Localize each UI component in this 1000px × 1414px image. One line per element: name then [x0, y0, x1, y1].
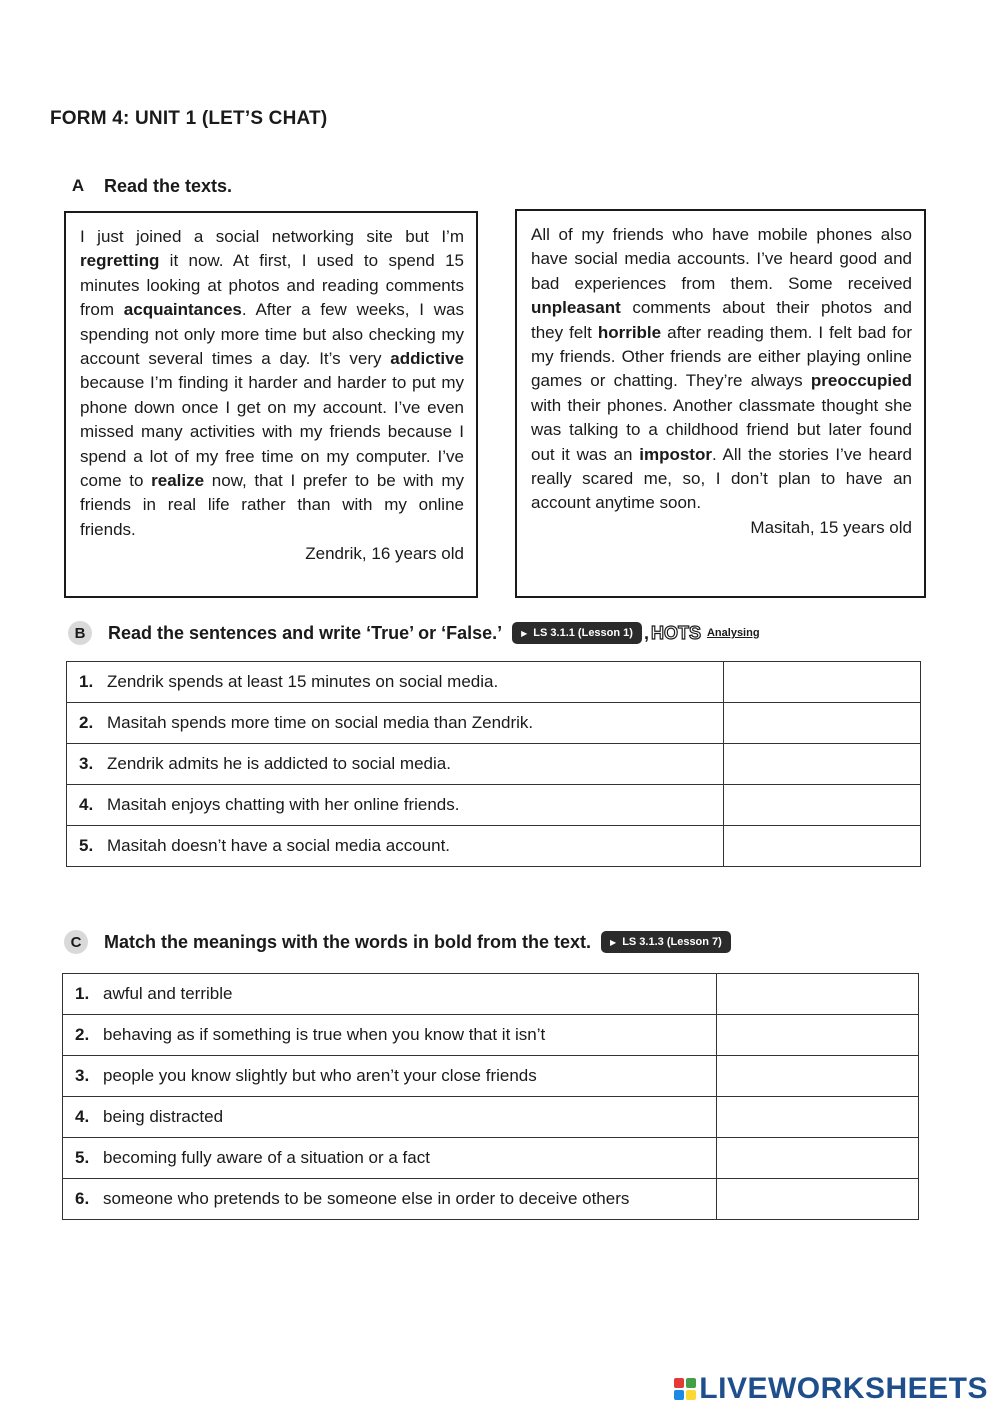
text-run: . After a few weeks, I was spending not only more time but also checking my account several times a day. It’s very	[80, 300, 464, 369]
question-number: 4.	[75, 1107, 90, 1126]
matching-question-cell	[63, 974, 717, 1015]
section-c-letter: C	[64, 930, 88, 954]
bold-vocab-word: impostor	[639, 444, 712, 464]
question-number: 1.	[75, 984, 90, 1003]
section-a-letter: A	[71, 176, 85, 195]
table-row	[63, 1056, 919, 1097]
table-row	[63, 1179, 919, 1220]
question-number: 2.	[75, 1025, 90, 1044]
true-false-answer-box[interactable]	[724, 744, 921, 785]
true-false-question-cell	[67, 703, 724, 744]
bold-vocab-word: addictive	[390, 349, 464, 369]
matching-answer-box[interactable]	[717, 1015, 919, 1056]
table-row	[67, 662, 921, 703]
text-zendrik	[80, 227, 464, 539]
matching-answer-box[interactable]	[717, 974, 919, 1015]
question-number: 6.	[75, 1189, 90, 1208]
true-false-question-cell	[67, 744, 724, 785]
logo-square	[674, 1378, 684, 1388]
section-c-lesson-tag	[601, 931, 731, 953]
liveworksheets-logo	[674, 1372, 988, 1406]
text-run: now, that I prefer to be with my friends in real life rather than with my online friends.	[80, 471, 464, 539]
question-text: being distracted	[103, 1107, 224, 1126]
question-number: 1.	[79, 672, 94, 691]
text-run: because I’m finding it harder and harder to put my phone down once I get on my account. I’ve even missed many activities with my friends because I spend a lot of my free time on my computer. I’ve come to	[80, 373, 464, 491]
question-text: Masitah enjoys chatting with her online friends.	[107, 795, 460, 814]
bold-vocab-word: preoccupied	[810, 371, 912, 391]
section-a-heading	[66, 174, 232, 198]
section-c-heading	[64, 930, 731, 954]
text-box-zendrik	[64, 211, 478, 598]
page-title: FORM 4: UNIT 1 (LET’S CHAT)	[50, 108, 328, 129]
section-b-title: Read the sentences and write ‘True’ or ‘False.’	[108, 622, 503, 643]
matching-question-cell	[63, 1056, 717, 1097]
question-number: 3.	[75, 1066, 90, 1085]
section-c-title: Match the meanings with the words in bold from the text.	[104, 931, 592, 952]
table-row	[67, 744, 921, 785]
bold-vocab-word: horrible	[597, 322, 662, 342]
question-number: 2.	[79, 713, 94, 732]
bold-vocab-word: regretting	[80, 251, 160, 271]
table-row	[63, 974, 919, 1015]
signature-masitah: Masitah, 15 years old	[750, 517, 912, 537]
matching-answer-box[interactable]	[717, 1056, 919, 1097]
true-false-answer-box[interactable]	[724, 826, 921, 867]
text-masitah	[531, 225, 912, 512]
true-false-answer-box[interactable]	[724, 785, 921, 826]
section-b-lesson-tag	[512, 622, 642, 644]
logo-square	[686, 1378, 696, 1388]
question-text: someone who pretends to be someone else in order to deceive others	[103, 1189, 630, 1208]
text-run: after reading them. I felt bad for my friends. Other friends are either playing online games or chatting. They’re always	[531, 322, 912, 391]
question-text: Zendrik spends at least 15 minutes on social media.	[107, 672, 499, 691]
logo-text: LIVEWORKSHEETS	[699, 1372, 988, 1405]
signature-zendrik: Zendrik, 16 years old	[305, 544, 464, 564]
section-b-comma: ,	[643, 622, 649, 643]
question-text: Masitah spends more time on social media than Zendrik.	[107, 713, 534, 732]
true-false-answer-box[interactable]	[724, 703, 921, 744]
logo-square	[686, 1390, 696, 1400]
hots-label: Analysing	[706, 627, 760, 639]
matching-answer-box[interactable]	[717, 1138, 919, 1179]
section-c-tag-label: LS 3.1.3 (Lesson 7)	[622, 936, 722, 948]
bold-vocab-word: acquaintances	[123, 300, 242, 320]
section-b-heading	[68, 621, 760, 645]
question-text: people you know slightly but who aren’t your close friends	[103, 1066, 537, 1085]
table-row	[63, 1097, 919, 1138]
question-number: 5.	[75, 1148, 90, 1167]
matching-table	[62, 973, 919, 1220]
play-icon: ▶	[521, 628, 528, 638]
section-b-letter: B	[68, 621, 92, 645]
question-text: Zendrik admits he is addicted to social media.	[107, 754, 451, 773]
table-row	[67, 703, 921, 744]
matching-question-cell	[63, 1179, 717, 1220]
hots-badge: HOTS	[650, 622, 701, 643]
section-a-title: Read the texts.	[104, 175, 233, 196]
table-row	[67, 826, 921, 867]
question-text: becoming fully aware of a situation or a fact	[103, 1148, 430, 1167]
true-false-question-cell	[67, 826, 724, 867]
text-run: I just joined a social networking site but I’m	[80, 227, 464, 246]
logo-square	[674, 1390, 684, 1400]
true-false-answer-box[interactable]	[724, 662, 921, 703]
question-text: behaving as if something is true when you know that it isn’t	[103, 1025, 546, 1044]
table-row	[67, 785, 921, 826]
question-number: 3.	[79, 754, 94, 773]
text-run: it now. At first, I used to spend 15 minutes looking at photos and reading comments from	[80, 251, 464, 320]
true-false-question-cell	[67, 662, 724, 703]
matching-answer-box[interactable]	[717, 1179, 919, 1220]
bold-vocab-word: realize	[151, 471, 205, 491]
true-false-table	[66, 661, 921, 867]
bold-vocab-word: unpleasant	[531, 298, 621, 318]
text-box-masitah	[515, 209, 926, 598]
play-icon: ▶	[610, 937, 617, 947]
matching-question-cell	[63, 1138, 717, 1179]
matching-question-cell	[63, 1097, 717, 1138]
matching-question-cell	[63, 1015, 717, 1056]
question-number: 4.	[79, 795, 94, 814]
text-run: All of my friends who have mobile phones also have social media accounts. I’ve heard good and bad experiences from them. Some received	[531, 225, 912, 293]
matching-answer-box[interactable]	[717, 1097, 919, 1138]
logo-icon	[674, 1378, 696, 1400]
text-run: . All the stories I’ve heard really scared me, so, I don’t plan to have an account anytime soon.	[531, 444, 913, 513]
question-text: Masitah doesn’t have a social media account.	[107, 836, 451, 855]
question-number: 5.	[79, 836, 94, 855]
true-false-question-cell	[67, 785, 724, 826]
section-b-tag-label: LS 3.1.1 (Lesson 1)	[533, 627, 633, 639]
text-run: comments about their photos and they felt	[531, 298, 912, 342]
question-text: awful and terrible	[103, 984, 233, 1003]
table-row	[63, 1015, 919, 1056]
table-row	[63, 1138, 919, 1179]
text-run: with their phones. Another classmate thought she was talking to a childhood friend but later found out it was an	[531, 395, 912, 464]
